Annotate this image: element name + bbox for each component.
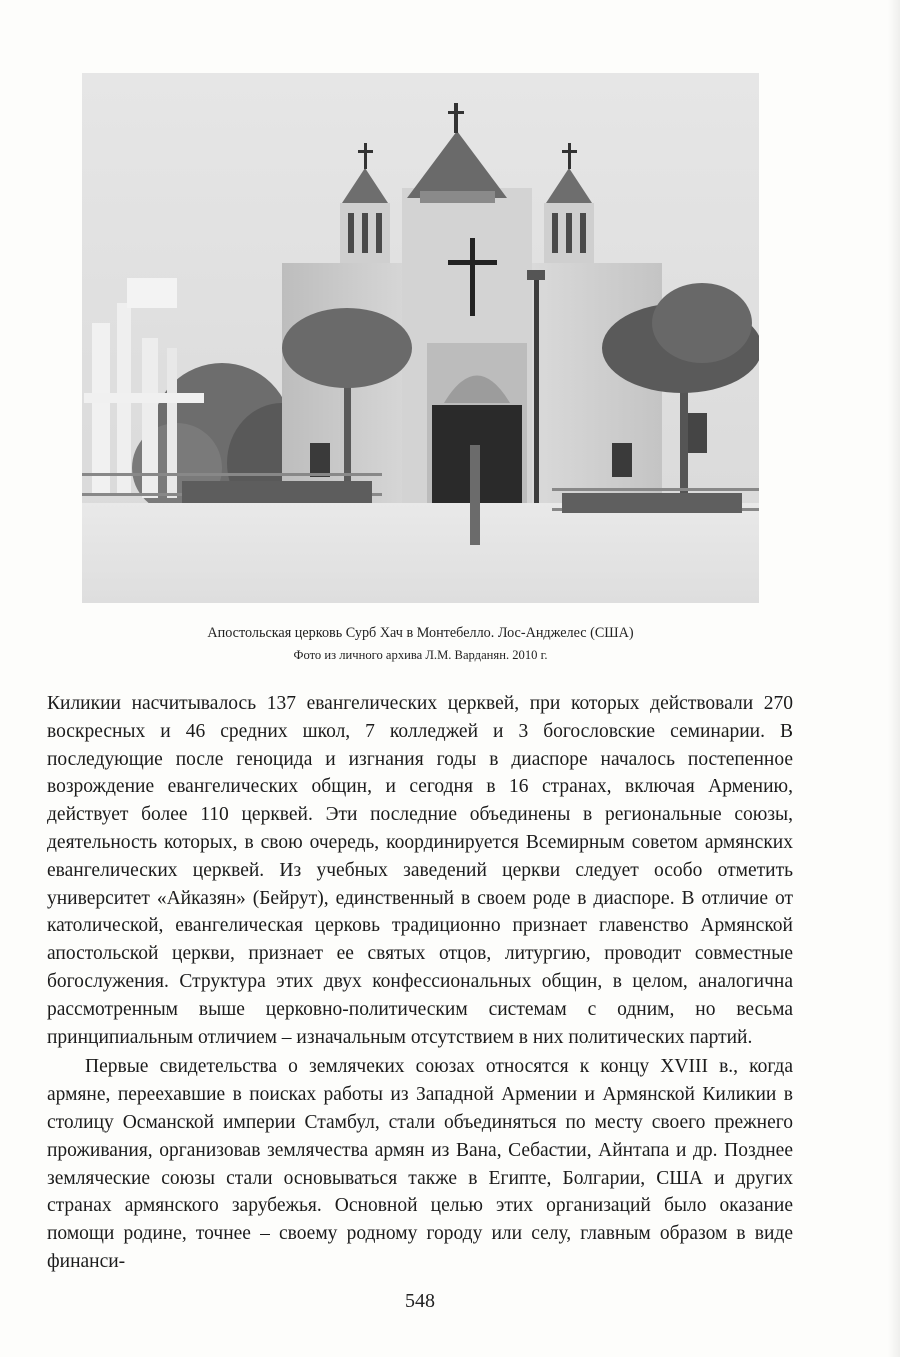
body-text	[47, 690, 793, 1276]
paragraph-1: Киликии насчитывалось 137 евангелических церквей, при которых действовали 270 воскресных и 46 средних школ, 7 колледжей и 3 богословские семинарии. В последующие после геноцида и изгнания годы в диаспоре началось постепенное возрождение евангелических общин, и сегодня в 16 странах, включая Армению, действует более 110 церквей. Эти последние объединены в региональные союзы, деятельность которых, в свою очередь, координируется Всемирным советом армянских евангелических церквей. Из учебных заведений церкви следует особо отметить университет «Айказян» (Бейрут), единственный в своем роде в диаспоре. В отличие от католической, евангелическая церковь традиционно признает главенство Армянской апостольской церкви, признает ее святых отцов, литургию, проводит совместные богослужения. Структура этих двух конфессиональных общин, в целом, аналогична рассмотренным выше церковно-политическим системам с одним, но весьма принципиальным отличием – изначальным отсутствием в них политических партий.	[47, 693, 793, 1048]
page-edge-shadow	[888, 0, 900, 1357]
paragraph-2: Первые свидетельства о землячеких союзах относятся к концу XVIII в., когда армяне, переехавшие в поисках работы из Западной Армении и Армянской Киликии в столицу Османской империи Стамбул, стали объединяться по месту своего прежнего проживания, организовав землячества армян из Вана, Себастии, Айнтапа и др. Позднее землячеcкие союзы стали основываться также в Египте, Болгарии, США и других странах армянского зарубежья. Основной целью этих организаций было оказание помощи родине, точнее – своему родному городу или селу, главным образом в виде финанси-	[47, 1056, 793, 1272]
caption-title: Апостольская церковь Сурб Хач в Монтебелло. Лос-Анджелес (США)	[207, 625, 634, 641]
caption-credit: Фото из личного архива Л.М. Варданян. 2010 г.	[293, 648, 548, 662]
page-number: 548	[405, 1290, 435, 1312]
church-photo	[82, 73, 759, 603]
figure-caption	[82, 622, 759, 666]
